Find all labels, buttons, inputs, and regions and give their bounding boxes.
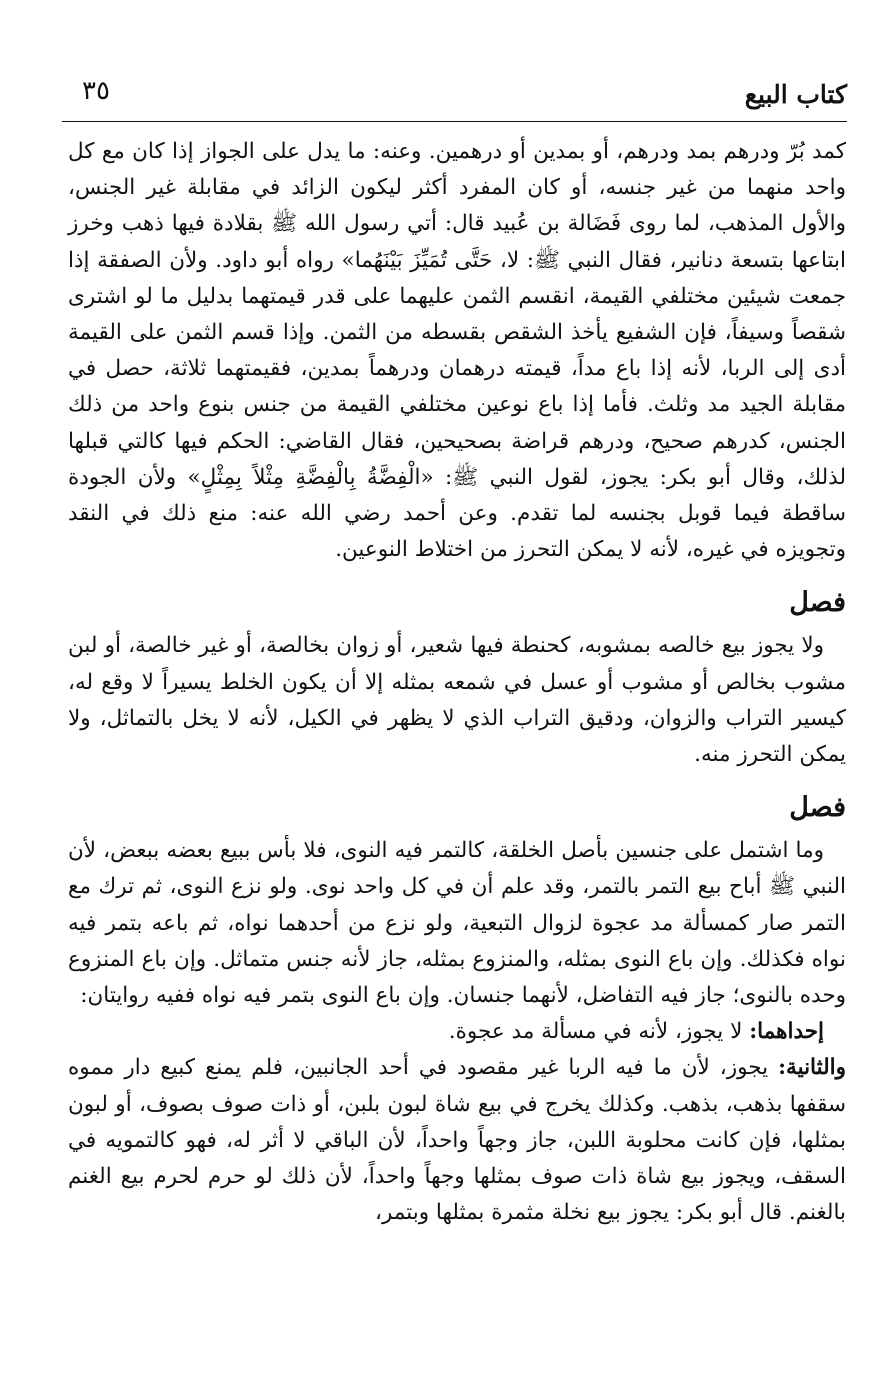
narration-item	[68, 1050, 846, 1231]
paragraph-mixed-sale: ولا يجوز بيع خالصه بمشوبه، كحنطة فيها شعير، أو زوان بخالصة، أو غير خالصة، أو لبن مشوب بخالص أو مشوب أو عسل في شمعه بمثله إلا أن يكون الخلط يسيراً لا وقع له، كيسير التراب والزوان، ودقيق التراب الذي لا يظهر في الكيل، لأنه لا يخل بالتماثل، ولا يمكن التحرز منه.	[68, 633, 846, 768]
narration-text: يجوز، لأن ما فيه الربا غير مقصود في أحد الجانبين، فلم يمنع كبيع دار مموه سقفها بذهب، بذهب. وكذلك يخرج في بيع شاة لبون بلبن، أو ذات صوف بصوف، أو لبون بمثلها، فإن كانت محلوبة اللبن، جاز وجهاً واحداً، لأن الباقي لا أثر له، فهو كالتمويه في السقف، ويجوز بيع شاة ذات صوف بمثلها وجهاً واحداً، لأن ذلك لو حرم لحرم بيع الغنم بالغنم. قال أبو بكر: يجوز بيع نخلة مثمرة بمثلها وبتمر،	[68, 1055, 846, 1226]
page-header	[62, 70, 847, 122]
page-body	[68, 134, 846, 1231]
paragraph-continuation: كمد بُرّ ودرهم بمد ودرهم، أو بمدين أو درهمين. وعنه: ما يدل على الجواز إذا كان مع كل واحد منهما من غير جنسه، أو كان المفرد أكثر ليكون الزائد في مقابلة غير الجنس، والأول المذهب، لما روى فَضَالة بن عُبيد قال: أتي رسول الله ﷺ بقلادة فيها ذهب وخرز ابتاعها بتسعة دنانير، فقال النبي ﷺ: لا، حَتَّى تُمَيِّزَ بَيْنَهُما» رواه أبو داود. ولأن الصفقة إذا جمعت شيئين مختلفي القيمة، انقسم الثمن عليهما على قدر قيمتهما بدليل ما لو اشترى شقصاً وسيفاً، فإن الشفيع يأخذ الشقص بقسطه من الثمن. وإذا قسم الثمن على القيمة أدى إلى الربا، لأنه إذا باع مداً، قيمته درهمان ودرهماً بمدين، فقيمتهما ثلاثة، حصل في مقابلة الجيد مد وثلث. فأما إذا باع نوعين مختلفي القيمة من جنس بنوع واحد من ذلك الجنس، كدرهم صحيح، ودرهم قراضة بصحيحين، فقال القاضي: الحكم فيها كالتي قبلها لذلك، وقال أبو بكر: يجوز، لقول النبي ﷺ: «الْفِضَّةُ بِالْفِضَّةِ مِثْلاً بِمِثْلٍ» ولأن الجودة ساقطة فيما قوبل بجنسه لما تقدم. وعن أحمد رضي الله عنه: منع ذلك في النقد وتجويزه في غيره، لأنه لا يمكن التحرز من اختلاط النوعين.	[68, 139, 846, 563]
narration-label: إحداهما:	[749, 1019, 824, 1045]
page-number: ٣٥	[82, 76, 110, 106]
section-heading: فصل	[789, 792, 846, 824]
narration-text: لا يجوز، لأنه في مسألة مد عجوة.	[448, 1019, 743, 1045]
narration-label: والثانية:	[778, 1055, 847, 1081]
narration-item	[68, 1014, 846, 1050]
running-title: كتاب البيع	[744, 80, 847, 109]
paragraph-two-kinds: وما اشتمل على جنسين بأصل الخلقة، كالتمر فيه النوى، فلا بأس ببيع بعضه ببعض، لأن النبي ﷺ أباح بيع التمر بالتمر، وقد علم أن في كل واحد نوى. ولو نزع النوى، ثم ترك مع التمر صار كمسألة مد عجوة لزوال التبعية، ولو نزع من أحدهما نواه، ثم باعه بتمر فيه نواه فكذلك. وإن باع النوى بمثله، والمنزوع بمثله، جاز لأنه جنس متماثل. وإن باع المنزوع وحده بالنوى؛ جاز فيه التفاضل، لأنهما جنسان. وإن باع النوى بتمر فيه نواه ففيه روايتان:	[68, 838, 846, 1009]
header-divider	[62, 121, 847, 122]
section-heading: فصل	[789, 587, 846, 619]
